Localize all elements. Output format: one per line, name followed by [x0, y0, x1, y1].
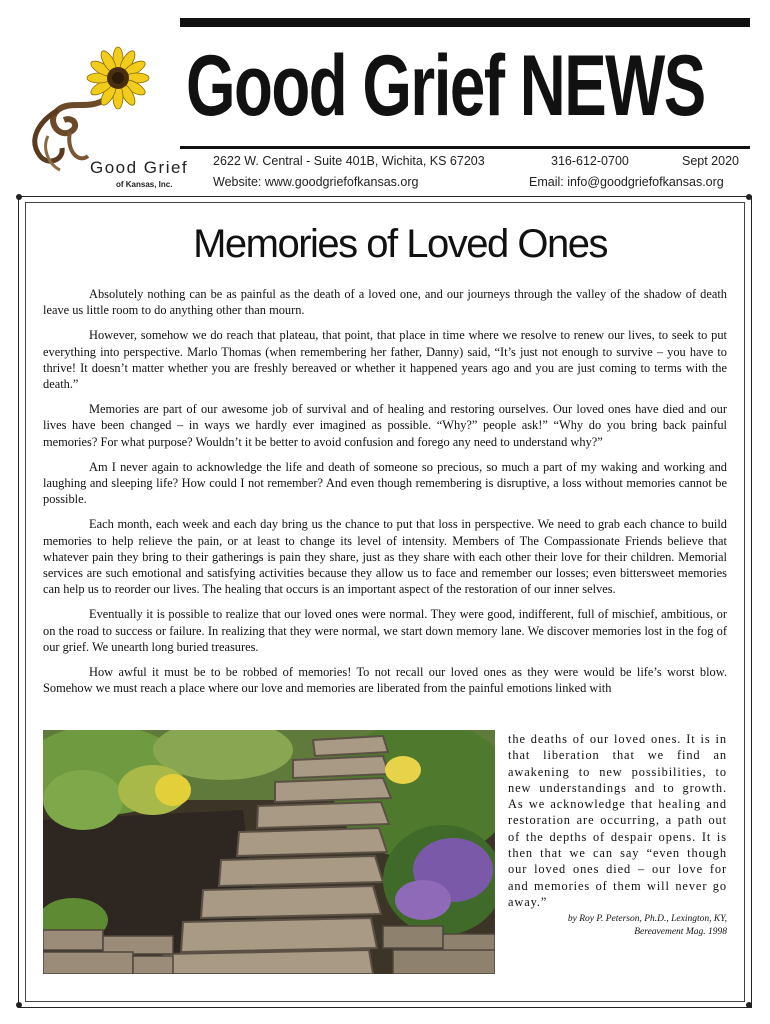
- article-headline: Memories of Loved Ones: [193, 222, 607, 266]
- article-paragraph: Memories are part of our awesome job of survival and of healing and restoring ourselves. Our loved ones have died and our lives have been changed – in ways we hardly ever imagined as possible. “Why?” people ask!” “Why do you bring back painful memories? For what purpose? Wouldn’t it be better to avoid confusion and forego any need to understand why?”: [43, 402, 727, 449]
- frame-corner: [16, 194, 22, 200]
- masthead-top-rule: [180, 18, 750, 27]
- article-paragraph: Eventually it is possible to realize that our loved ones were normal. They were good, indifferent, full of mischief, ambitious, or on the road to success or failure. In realizing that they were normal, we start down memory lane. We discover memories lost in the fog of our grief. We unearth long buried treasures.: [43, 607, 727, 654]
- issue-date: Sept 2020: [682, 154, 739, 168]
- masthead-bottom-rule: [180, 146, 750, 149]
- address: 2622 W. Central - Suite 401B, Wichita, KS 67203: [213, 154, 485, 168]
- credit-author: by Roy P. Peterson, Ph.D., Lexington, KY,: [567, 914, 727, 924]
- logo-name: Good Grief: [90, 158, 189, 177]
- email: Email: info@goodgriefofkansas.org: [529, 175, 724, 189]
- article-paragraph: Absolutely nothing can be as painful as the death of a loved one, and our journeys through the valley of the shadow of death leave us little room to do anything other than mourn.: [43, 287, 727, 318]
- website: Website: www.goodgriefofkansas.org: [213, 175, 419, 189]
- article-paragraph: Each month, each week and each day bring us the chance to put that loss in perspective. We need to grab each chance to build memories to help relieve the pain, or at least to change its level of intensity. Members of The Compassionate Friends believe that whatever pain they bring to their gatherings is pain they share, just as they share with each other their love for their children. Memorial services are such emotional and satisfying activities because they allow us to face and remember our losses; even bittersweet memories can help us to reorder our lives. The healing that occurs is an important aspect of the restoration of our inner selves.: [43, 517, 727, 597]
- newsletter-title: Good Grief NEWS: [186, 38, 705, 134]
- article-body: [43, 286, 727, 705]
- logo-subtitle: of Kansas, Inc.: [116, 180, 173, 189]
- phone-number: 316-612-0700: [551, 154, 629, 168]
- good-grief-logo: [18, 40, 198, 190]
- article-paragraph: Am I never again to acknowledge the life and death of someone so precious, so much a part of my waking and working and laughing and sleeping life? How could I not remember? And even though remembering is disruptive, a loss without memories cannot be possible.: [43, 459, 727, 507]
- frame-corner: [746, 1002, 752, 1008]
- article-paragraph-wrap: the deaths of our loved ones. It is in that liberation that we find an awakening to new possibilities, to new understandings and to growth. As we acknowledge that healing and restoration are occurring, a path out of the depths of despair opens. It is then that we can say “even though our loved ones died – our love for and memories of them will never go away.”: [508, 732, 727, 909]
- article-credit: [508, 913, 727, 939]
- article-paragraph: How awful it must be to be robbed of memories! To not recall our loved ones as they were would be life’s worst blow. Somehow we must reach a place where our love and memories are liberated from the painful emotions linked with: [43, 665, 727, 696]
- garden-stairs-photo: [43, 730, 495, 974]
- article-paragraph: However, somehow we do reach that plateau, that point, that place in time where we resolve to renew our lives, to seek to put everything into perspective. Marlo Thomas (when remembering her father, Danny) said, “It’s just not enough to survive – you have to thrive! It doesn’t matter whether you are freshly bereaved or whether it happened years ago and you are just coming to terms with the death.”: [43, 328, 727, 392]
- credit-source: Bereavement Mag. 1998: [634, 927, 727, 937]
- frame-corner: [746, 194, 752, 200]
- frame-corner: [16, 1002, 22, 1008]
